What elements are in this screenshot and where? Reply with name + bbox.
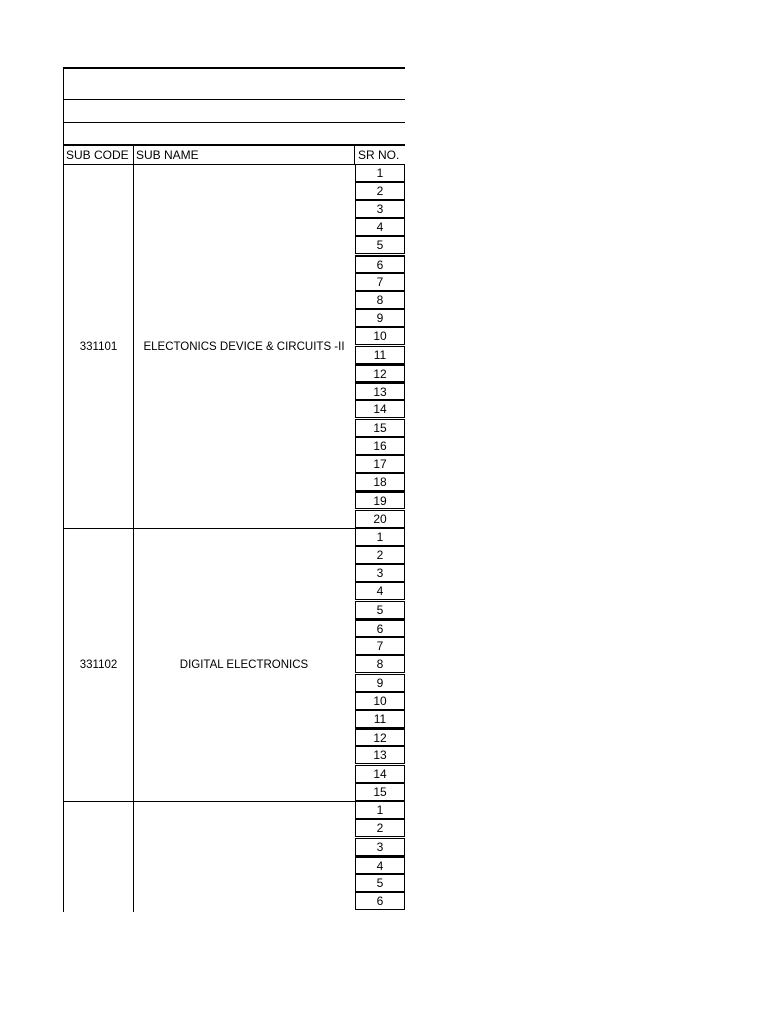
sr-cell: 8 (355, 655, 405, 673)
subject-name-cell: DIGITAL ELECTRONICS (179, 659, 309, 671)
subject-code-cell (64, 802, 133, 912)
sr-cell: 9 (355, 309, 405, 327)
sr-cell: 10 (355, 327, 405, 345)
sr-cell: 2 (355, 546, 405, 564)
column-divider-name-sr (354, 145, 355, 164)
subject-code-cell: 331102 (79, 659, 118, 671)
sr-cell: 8 (355, 291, 405, 309)
sr-cell: 14 (355, 400, 405, 418)
sr-cell: 3 (355, 564, 405, 582)
subject-name-cell (134, 802, 354, 912)
sr-cell: 2 (355, 182, 405, 200)
header-sub-name: SUB NAME (136, 148, 199, 162)
sr-cell: 5 (355, 874, 405, 892)
sr-cell: 9 (355, 674, 405, 692)
title-top-border (63, 67, 405, 69)
sr-cell: 4 (355, 582, 405, 600)
sr-cell: 19 (355, 491, 405, 509)
sr-cell: 15 (355, 783, 405, 801)
sr-cell: 15 (355, 419, 405, 437)
header-sub-code: SUB CODE (66, 148, 129, 162)
sr-cell: 20 (355, 510, 405, 528)
sr-cell: 7 (355, 273, 405, 291)
sr-cell: 1 (355, 164, 405, 182)
subject-code-cell: 331101 (79, 340, 118, 353)
subject-name-cell: ELECTONICS DEVICE & CIRCUITS -II (143, 340, 345, 353)
sr-cell: 16 (355, 437, 405, 455)
sr-cell: 7 (355, 637, 405, 655)
sr-cell: 17 (355, 455, 405, 473)
sr-cell: 3 (355, 200, 405, 218)
sr-cell: 10 (355, 692, 405, 710)
sr-cell: 11 (355, 710, 405, 728)
title-row-divider-1 (63, 99, 405, 100)
sr-cell: 1 (355, 528, 405, 546)
sr-cell: 5 (355, 601, 405, 619)
sr-cell: 12 (355, 728, 405, 746)
sr-cell: 6 (355, 892, 405, 910)
sr-cell: 5 (355, 236, 405, 254)
sr-cell: 1 (355, 801, 405, 819)
sr-cell: 6 (355, 619, 405, 637)
title-row-divider-2 (63, 122, 405, 123)
sr-cell: 4 (355, 856, 405, 874)
sr-cell: 18 (355, 473, 405, 491)
sr-cell: 3 (355, 838, 405, 856)
sr-cell: 4 (355, 218, 405, 236)
sr-cell: 2 (355, 819, 405, 837)
sr-cell: 6 (355, 255, 405, 273)
sr-cell: 11 (355, 346, 405, 364)
sr-cell: 12 (355, 364, 405, 382)
sr-cell: 13 (355, 746, 405, 764)
sr-cell: 13 (355, 382, 405, 400)
sr-cell: 14 (355, 765, 405, 783)
header-sr-no: SR NO. (358, 148, 400, 162)
